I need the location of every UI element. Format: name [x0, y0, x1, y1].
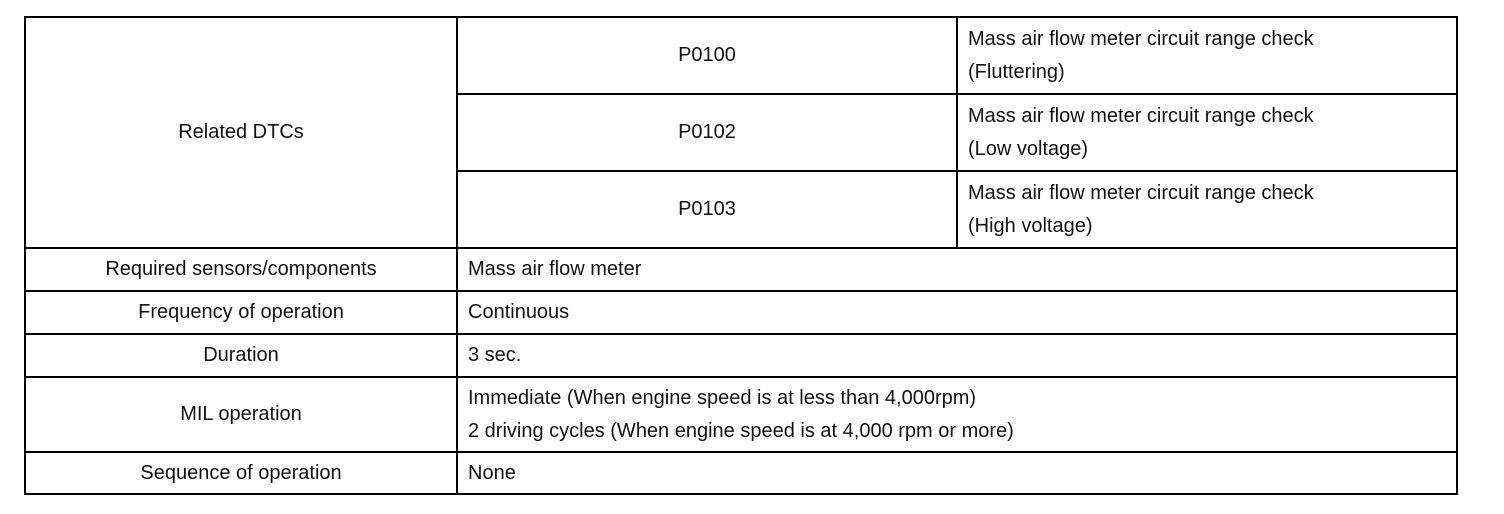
- dtc-code-cell: P0103: [457, 171, 957, 248]
- dtc-specification-table: [24, 16, 1458, 495]
- dtc-description-line: Mass air flow meter circuit range check: [968, 27, 1314, 50]
- table-row: [25, 17, 1457, 94]
- mil-operation-line: 2 driving cycles (When engine speed is at 4,000 rpm or more): [468, 419, 1014, 442]
- dtc-description-line: Mass air flow meter circuit range check: [968, 181, 1314, 204]
- frequency-value: Continuous: [457, 291, 1457, 334]
- dtc-description-cell: [957, 17, 1457, 94]
- sequence-label: Sequence of operation: [25, 452, 457, 494]
- mil-operation-label: MIL operation: [25, 377, 457, 452]
- table-row: [25, 291, 1457, 334]
- sequence-value: None: [457, 452, 1457, 494]
- related-dtcs-label: Related DTCs: [25, 17, 457, 248]
- dtc-description-cell: [957, 94, 1457, 171]
- required-sensors-label: Required sensors/components: [25, 248, 457, 291]
- dtc-code-cell: P0100: [457, 17, 957, 94]
- dtc-description-detail: (Low voltage): [968, 137, 1089, 160]
- mil-operation-value: [457, 377, 1457, 452]
- dtc-description-line: Mass air flow meter circuit range check: [968, 104, 1314, 127]
- table-row: [25, 452, 1457, 494]
- dtc-code-cell: P0102: [457, 94, 957, 171]
- duration-label: Duration: [25, 334, 457, 377]
- required-sensors-value: Mass air flow meter: [457, 248, 1457, 291]
- dtc-description-cell: [957, 171, 1457, 248]
- table-row: [25, 334, 1457, 377]
- duration-value: 3 sec.: [457, 334, 1457, 377]
- table-row: [25, 248, 1457, 291]
- dtc-description-detail: (High voltage): [968, 214, 1093, 237]
- table-row: [25, 377, 1457, 452]
- frequency-label: Frequency of operation: [25, 291, 457, 334]
- mil-operation-line: Immediate (When engine speed is at less than 4,000rpm): [468, 386, 977, 409]
- dtc-description-detail: (Fluttering): [968, 60, 1065, 83]
